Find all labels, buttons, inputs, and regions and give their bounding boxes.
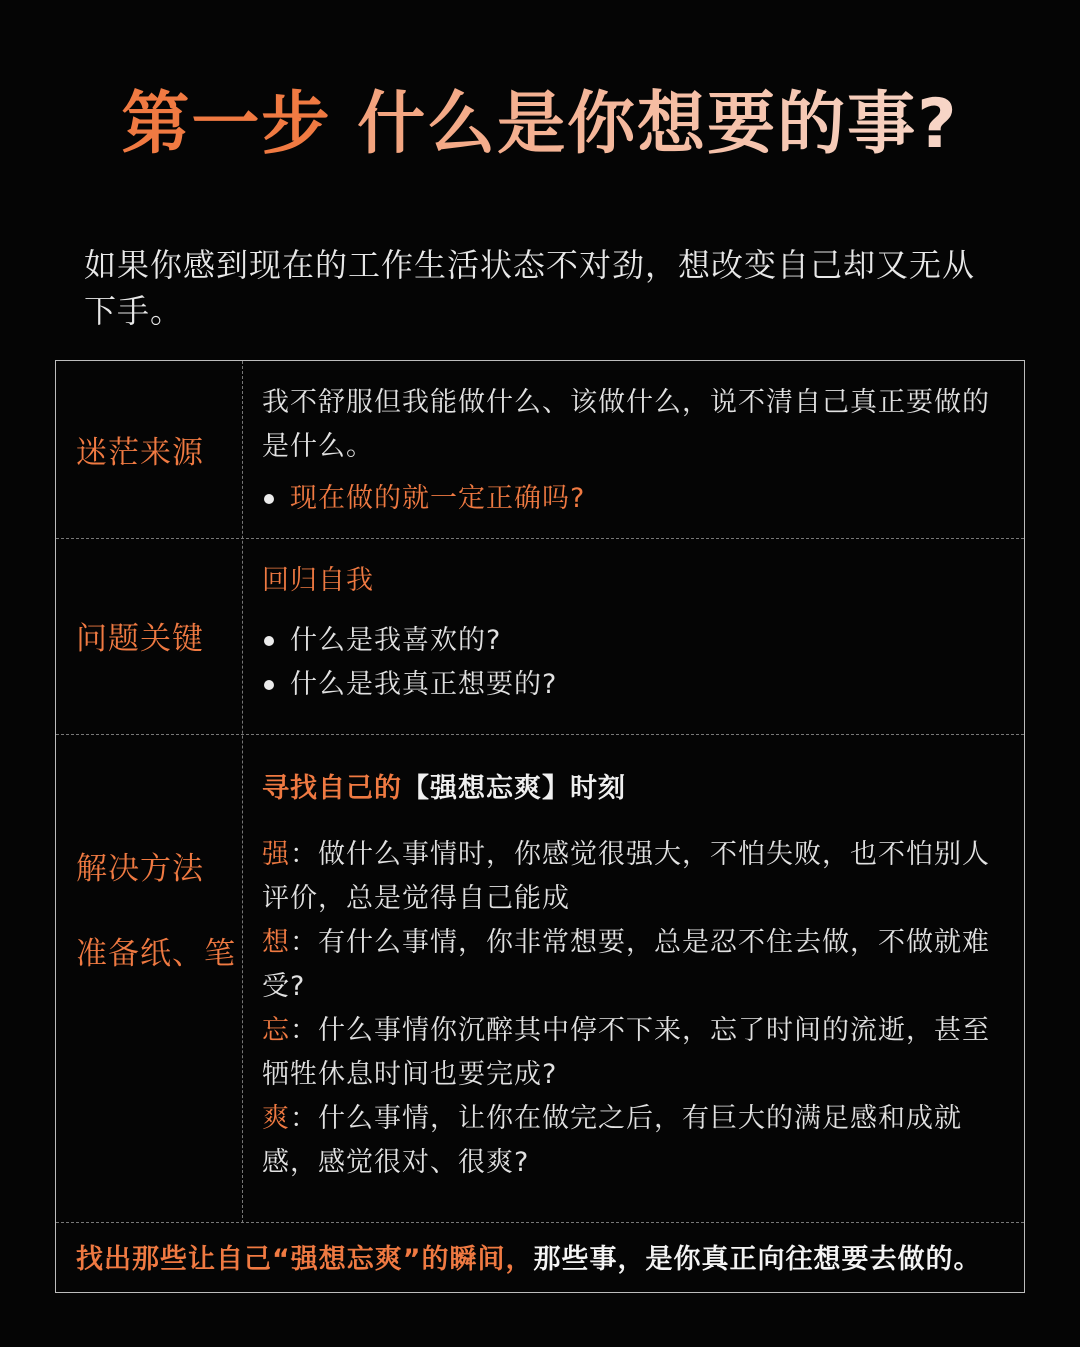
title-question: 什么是你想要的事? [357, 85, 959, 164]
info-table [55, 360, 1025, 1293]
conclusion-highlight: 找出那些让自己“强想忘爽”的瞬间， [76, 1244, 534, 1275]
conclusion-text [76, 1237, 982, 1276]
table-row-solution [56, 735, 1024, 1223]
definition-key: 忘 [262, 1015, 290, 1046]
definition-forget [262, 1009, 1002, 1097]
row-content-solution [262, 767, 1002, 1185]
table-row-key-question [56, 539, 1024, 735]
definition-key: 强 [262, 839, 290, 870]
bullet-dot-icon [264, 494, 274, 504]
definition-text: ：什么事情你沉醉其中停不下来，忘了时间的流逝，甚至牺牲休息时间也要完成? [262, 1015, 990, 1090]
definition-satisfy [262, 1097, 1002, 1185]
definition-key: 想 [262, 927, 290, 958]
solution-heading-bracket: 【强想忘爽】 [402, 773, 570, 804]
list-item [262, 619, 1002, 663]
title-step: 第一步 [121, 85, 332, 164]
intro-paragraph: 如果你感到现在的工作生活状态不对劲，想改变自己却又无从下手。 [84, 246, 976, 330]
list-item [262, 477, 1002, 521]
table-row-conclusion [56, 1223, 1024, 1292]
definitions-list [262, 833, 1002, 1185]
definition-strong [262, 833, 1002, 921]
confusion-text: 我不舒服但我能做什么、该做什么，说不清自己真正要做的是什么。 [262, 387, 990, 462]
bullet-dot-icon [264, 680, 274, 690]
list-item [262, 663, 1002, 707]
definition-want [262, 921, 1002, 1009]
row-label-prepare: 准备纸、笔 [76, 936, 236, 972]
page-title [0, 80, 1080, 170]
row-label-solution: 解决方法 [76, 851, 204, 887]
row-label-confusion-source: 迷茫来源 [76, 435, 204, 471]
definition-text: ：有什么事情，你非常想要，总是忍不住去做，不做就难受? [262, 927, 990, 1002]
row-content-key-question [262, 559, 1002, 707]
definition-key: 爽 [262, 1103, 290, 1134]
bullet-text: 什么是我真正想要的? [290, 669, 558, 700]
table-row-confusion-source [56, 361, 1024, 539]
bullet-dot-icon [264, 636, 274, 646]
solution-heading-post: 时刻 [570, 773, 626, 804]
solution-heading [262, 767, 1002, 811]
bullet-text: 什么是我喜欢的? [290, 625, 502, 656]
bullet-text: 现在做的就一定正确吗? [290, 483, 586, 514]
row-content-confusion-source [262, 381, 1002, 521]
row-label-key-question: 问题关键 [76, 621, 204, 657]
definition-text: ：做什么事情时，你感觉很强大，不怕失败，也不怕别人评价，总是觉得自己能成 [262, 839, 990, 914]
key-question-heading: 回归自我 [262, 565, 374, 596]
definition-text: ：什么事情，让你在做完之后，有巨大的满足感和成就感，感觉很对、很爽? [262, 1103, 962, 1178]
conclusion-rest: 那些事，是你真正向往想要去做的。 [533, 1244, 982, 1275]
solution-heading-pre: 寻找自己的 [262, 773, 402, 804]
